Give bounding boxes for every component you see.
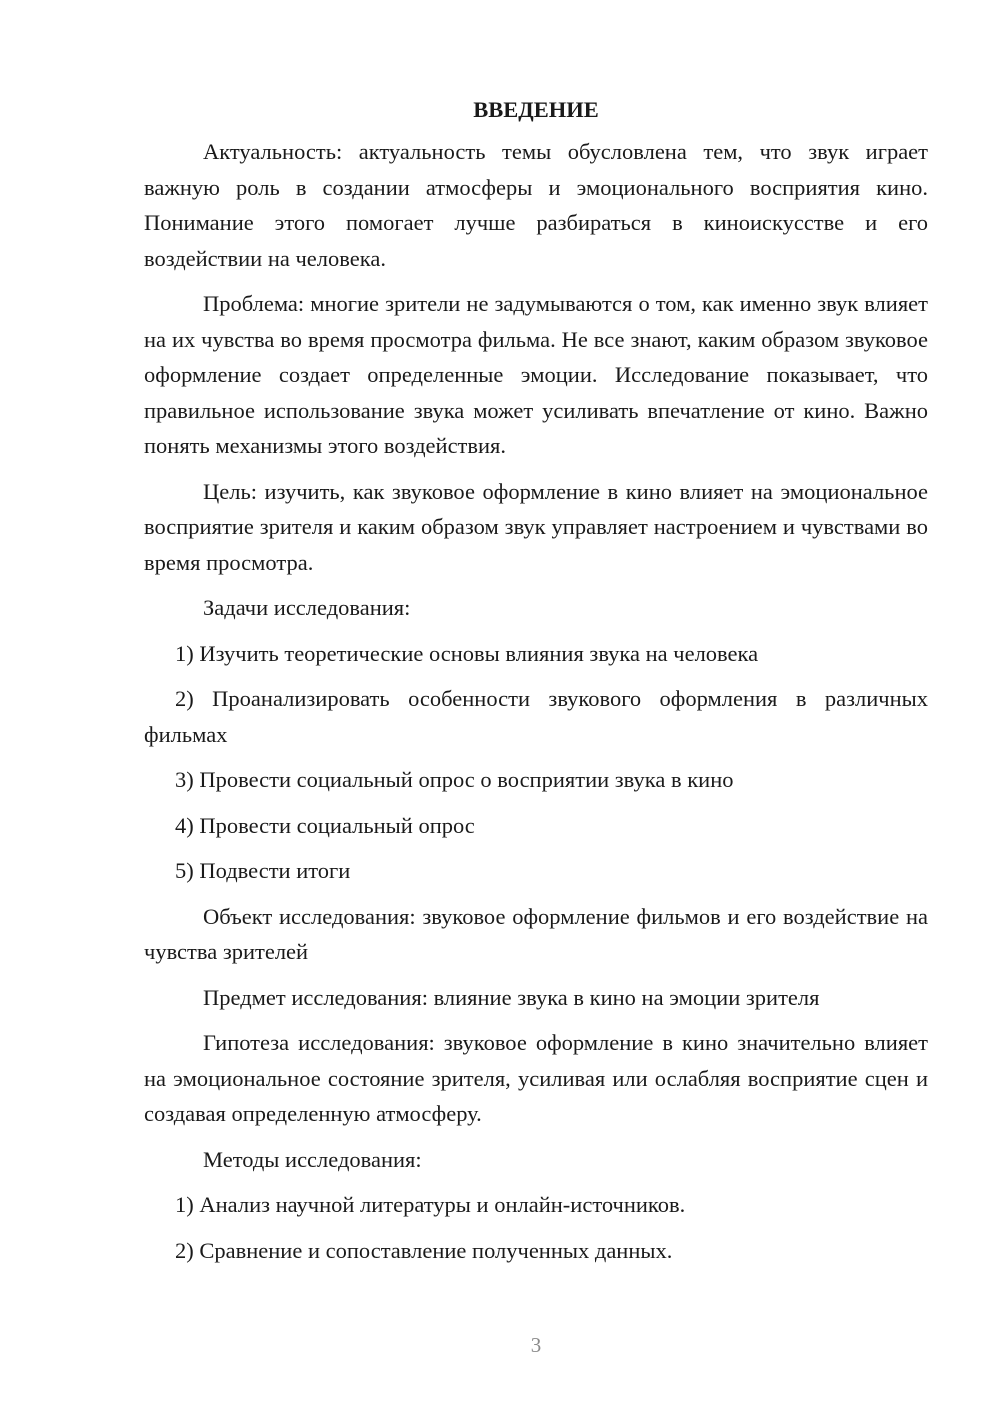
task-item: 4) Провести социальный опрос [175, 812, 475, 838]
page-number: 3 [530, 1333, 542, 1357]
task-item: 5) Подвести итоги [175, 858, 351, 883]
object-paragraph: Объект исследования: звуковое оформление фильмов и его воздействие на чувства зрителей [144, 903, 928, 964]
methods-heading: Методы исследования: [203, 1146, 422, 1172]
method-item: 2) Сравнение и сопоставление полученных данных. [175, 1237, 673, 1263]
problem-paragraph: Проблема: многие зрители не задумываются о том, как именно звук влияет на их чувства во время просмотра фильма. Не все знают, каким образом звуковое оформление создает определенные эмоции. Исследование показывает, что правильное использование звука может усиливать впечатление от кино. Важно понять механизмы этого воздействия. [144, 291, 928, 458]
method-item: 1) Анализ научной литературы и онлайн-источников. [175, 1192, 686, 1217]
task-item: 2) Проанализировать особенности звукового оформления в различных фильмах [144, 686, 928, 747]
goal-paragraph: Цель: изучить, как звуковое оформление в кино влияет на эмоциональное восприятие зрителя и каким образом звук управляет настроением и чувствами во время просмотра. [144, 478, 928, 575]
section-title: ВВЕДЕНИЕ [473, 97, 599, 122]
task-item: 1) Изучить теоретические основы влияния звука на человека [175, 640, 759, 666]
task-item: 3) Провести социальный опрос о восприятии звука в кино [175, 767, 734, 792]
relevance-paragraph: Актуальность: актуальность темы обусловлена тем, что звук играет важную роль в создании атмосферы и эмоционального восприятия кино. Понимание этого помогает лучше разбираться в киноискусстве и его воздействии на человека. [144, 139, 928, 271]
hypothesis-paragraph: Гипотеза исследования: звуковое оформление в кино значительно влияет на эмоциональное состояние зрителя, усиливая или ослабляя восприятие сцен и создавая определенную атмосферу. [144, 1030, 928, 1126]
document-page [144, 92, 928, 1278]
tasks-heading: Задачи исследования: [203, 595, 411, 620]
subject-paragraph: Предмет исследования: влияние звука в кино на эмоции зрителя [203, 984, 820, 1010]
